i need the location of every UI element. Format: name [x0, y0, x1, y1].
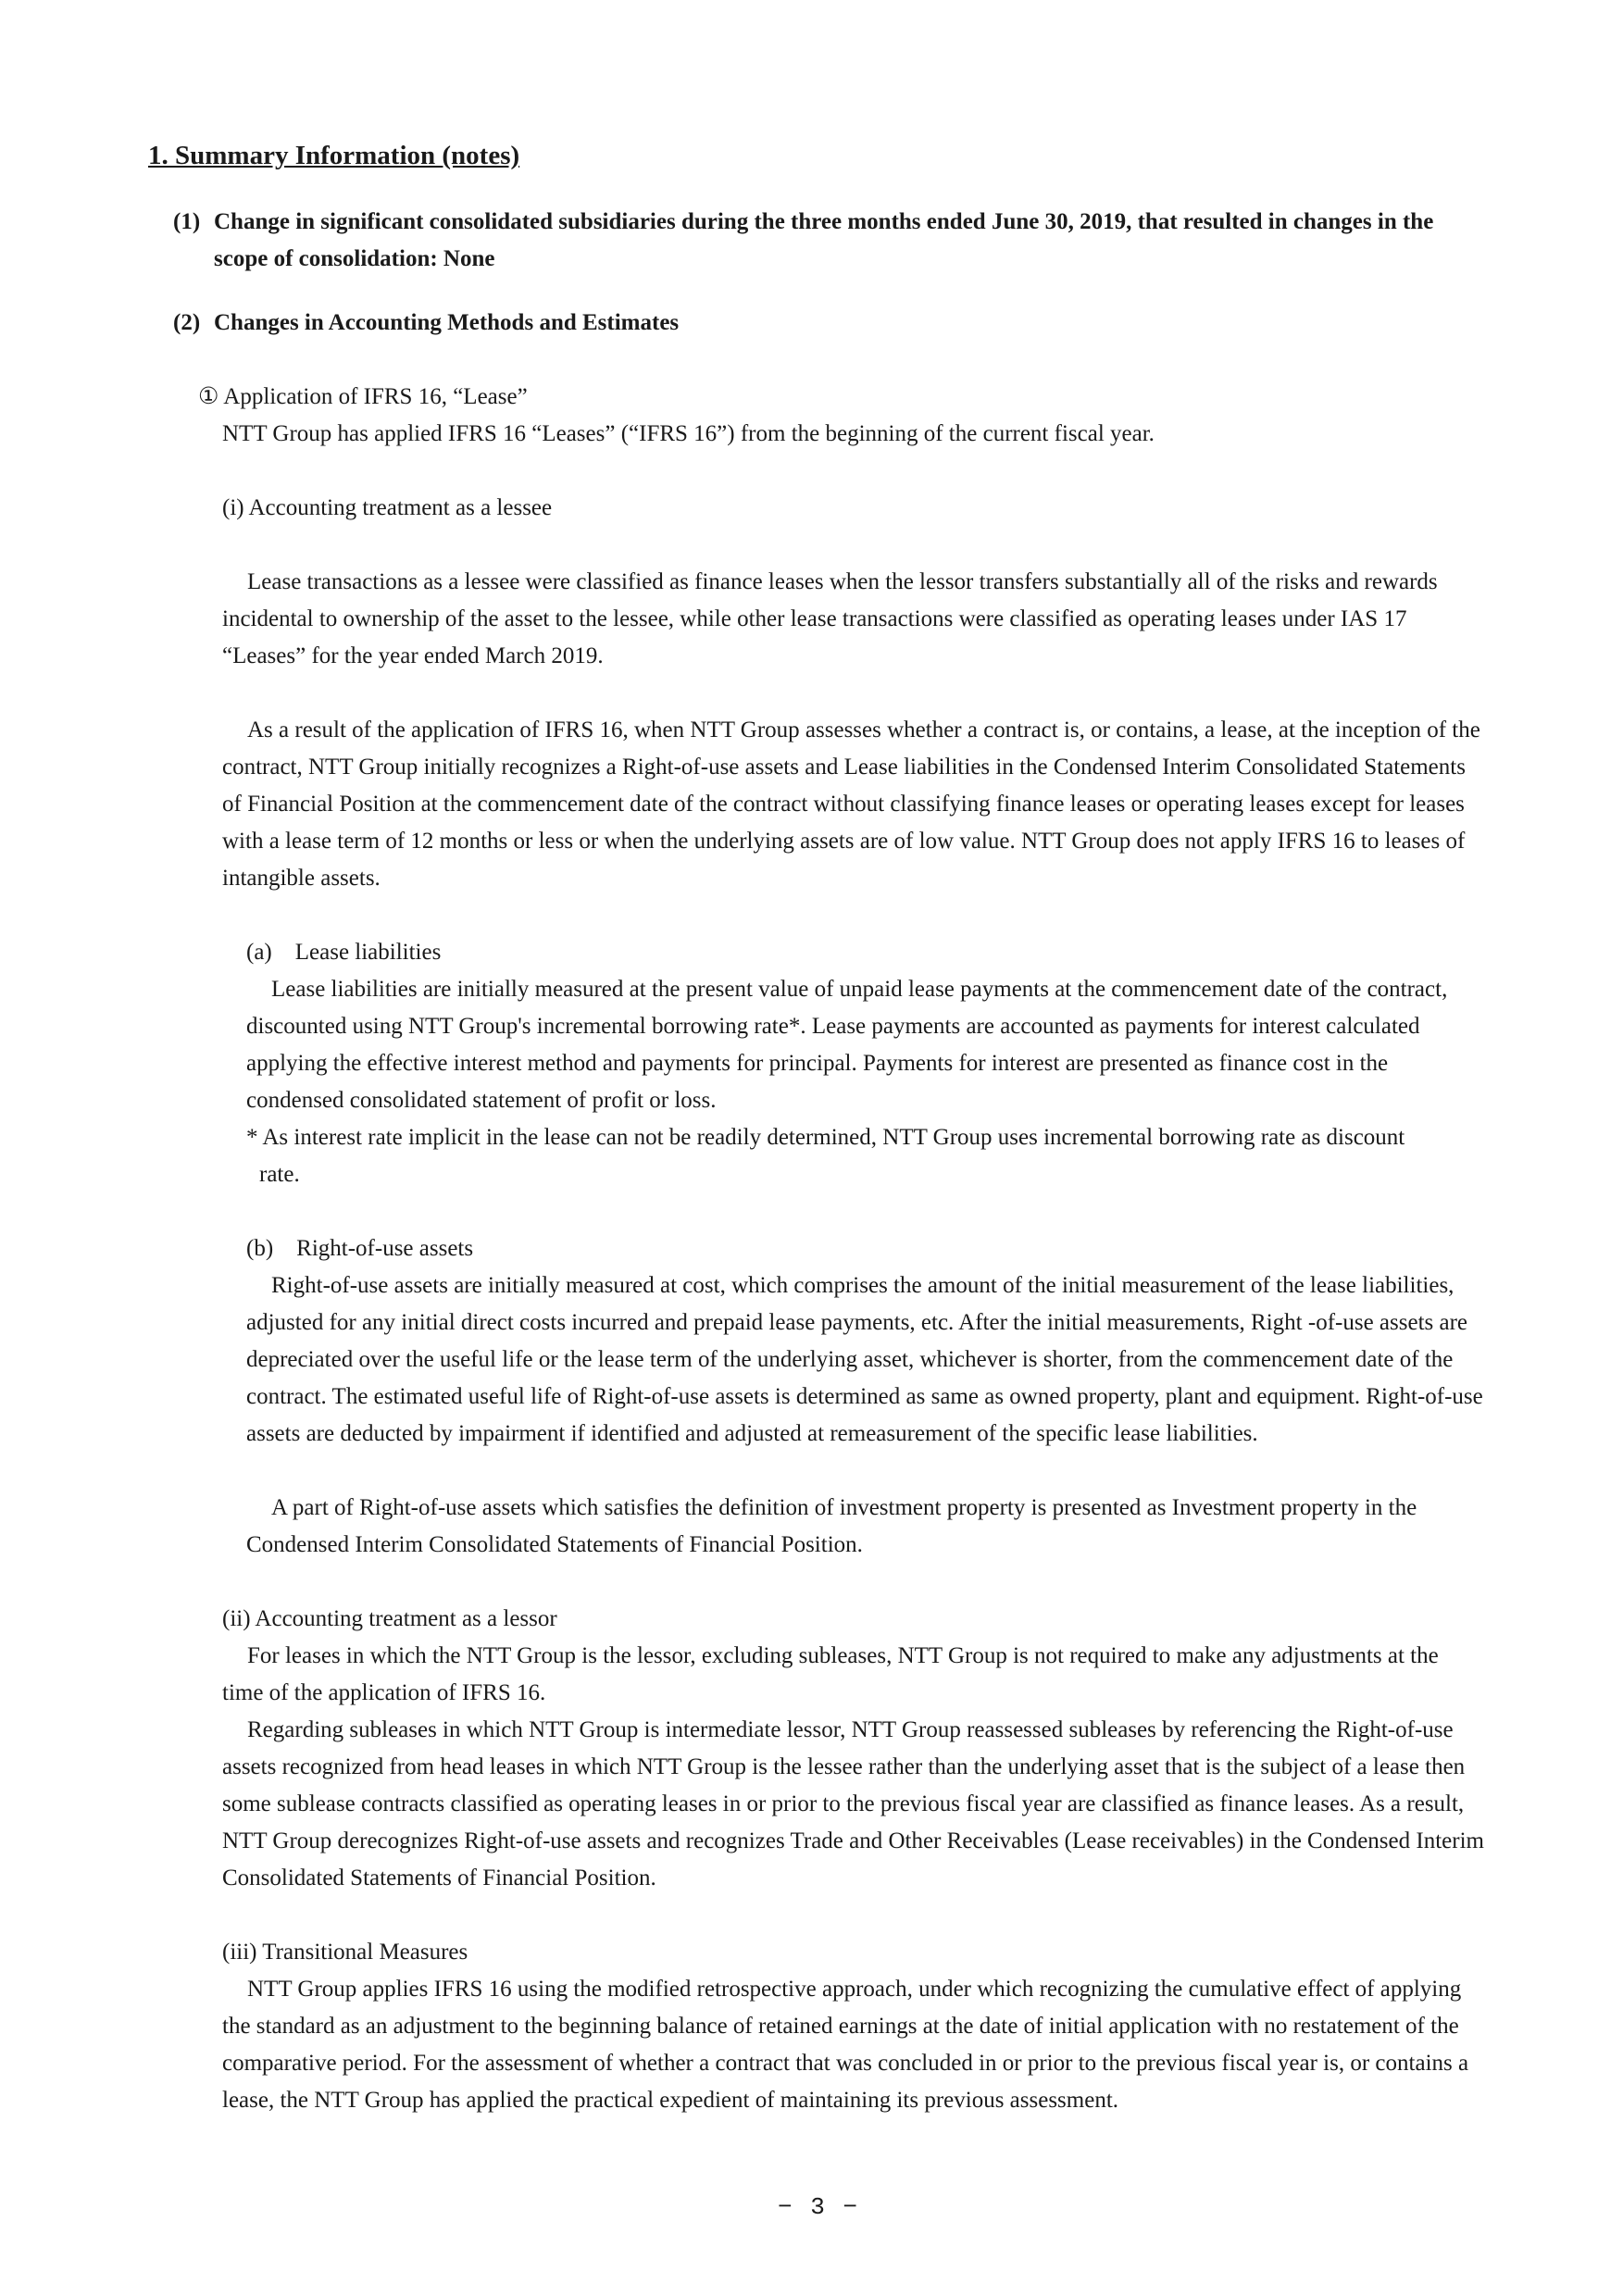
- transition-heading: (iii) Transitional Measures: [222, 1940, 468, 1965]
- section-title: 1. Summary Information (notes): [148, 141, 520, 170]
- transition-paragraph: NTT Group applies IFRS 16 using the modified retrospective approach, under which recognizing the cumulative effect of applying the standard as an adjustment to the beginning balance of retained earnings at the date of initial application with no restatement of the comparative period. For the assessment of whether a contract that was concluded in or prior to the previous fiscal year is, or contains a lease, the NTT Group has applied the practical expedient of maintaining its previous assessment.: [222, 1977, 1469, 2113]
- rou-paragraph-2: A part of Right-of-use assets which satisfies the definition of investment property is presented as Investment property in the Condensed Interim Consolidated Statements of Financial Position.: [246, 1495, 1417, 1557]
- rou-paragraph-1: Right-of-use assets are initially measured at cost, which comprises the amount of the initial measurement of the lease liabilities, adjusted for any initial direct costs incurred and prepaid lease payments, etc. After the initial measurements, Right -of-use assets are depreciated over the useful life or the lease term of the underlying asset, whichever is shorter, from the commencement date of the contract. The estimated useful life of Right-of-use assets is determined as same as owned property, plant and equipment. Right-of-use assets are deducted by impairment if identified and adjusted at remeasurement of the specific lease liabilities.: [246, 1273, 1483, 1446]
- item-1-marker: (1): [173, 209, 201, 234]
- lessee-paragraph-2: As a result of the application of IFRS 16, when NTT Group assesses whether a contract is, or contains, a lease, at the inception of the contract, NTT Group initially recognizes a Right-of-use assets and Lease liabilities in the Condensed Interim Consolidated Statements of Financial Position at the commencement date of the contract without classifying finance leases or operating leases except for leases with a lease term of 12 months or less or when the underlying assets are of low value. NTT Group does not apply IFRS 16 to leases of intangible assets.: [222, 718, 1480, 891]
- lease-liabilities-paragraph: Lease liabilities are initially measured at the present value of unpaid lease payments at the commencement date of the contract, discounted using NTT Group's incremental borrowing rate*. Lease payments are accounted as payments for interest calculated applying the effective interest method and payments for principal. Payments for interest are presented as finance cost in the condensed consolidated statement of profit or loss.: [246, 977, 1448, 1113]
- lessor-heading: (ii) Accounting treatment as a lessor: [222, 1606, 557, 1631]
- ifrs16-intro: NTT Group has applied IFRS 16 “Leases” (“IFRS 16”) from the beginning of the current fiscal year.: [222, 421, 1155, 446]
- item-2-text: Changes in Accounting Methods and Estimates: [214, 310, 680, 335]
- lessor-paragraph-1: For leases in which the NTT Group is the lessor, excluding subleases, NTT Group is not required to make any adjustments at the time of the application of IFRS 16.: [222, 1643, 1439, 1705]
- lessor-paragraph-2: Regarding subleases in which NTT Group is intermediate lessor, NTT Group reassessed subleases by referencing the Right-of-use assets recognized from head leases in which NTT Group is the lessee rather than the underlying asset that is the subject of a lease then some sublease contracts classified as operating leases in or prior to the previous fiscal year are classified as finance leases. As a result, NTT Group derecognizes Right-of-use assets and recognizes Trade and Other Receivables (Lease receivables) in the Condensed Interim Consolidated Statements of Financial Position.: [222, 1717, 1484, 1890]
- ifrs16-heading: ① Application of IFRS 16, “Lease”: [198, 384, 528, 409]
- item-2-marker: (2): [173, 310, 201, 335]
- item-1-text: Change in significant consolidated subsidiaries during the three months ended June 30, 2019, that resulted in changes in the scope of consolidation: None: [214, 209, 1434, 271]
- lease-liabilities-heading: (a) Lease liabilities: [246, 940, 442, 965]
- lease-liabilities-footnote: * As interest rate implicit in the lease can not be readily determined, NTT Group uses incremental borrowing rate as discount rate.: [246, 1125, 1405, 1187]
- lessee-heading: (i) Accounting treatment as a lessee: [222, 495, 553, 520]
- rou-heading: (b) Right-of-use assets: [246, 1236, 474, 1261]
- lessee-paragraph-1: Lease transactions as a lessee were classified as finance leases when the lessor transfers substantially all of the risks and rewards incidental to ownership of the asset to the lessee, while other lease transactions were classified as operating leases under IAS 17 “Leases” for the year ended March 2019.: [222, 569, 1438, 668]
- page-number: − 3 −: [778, 2193, 860, 2221]
